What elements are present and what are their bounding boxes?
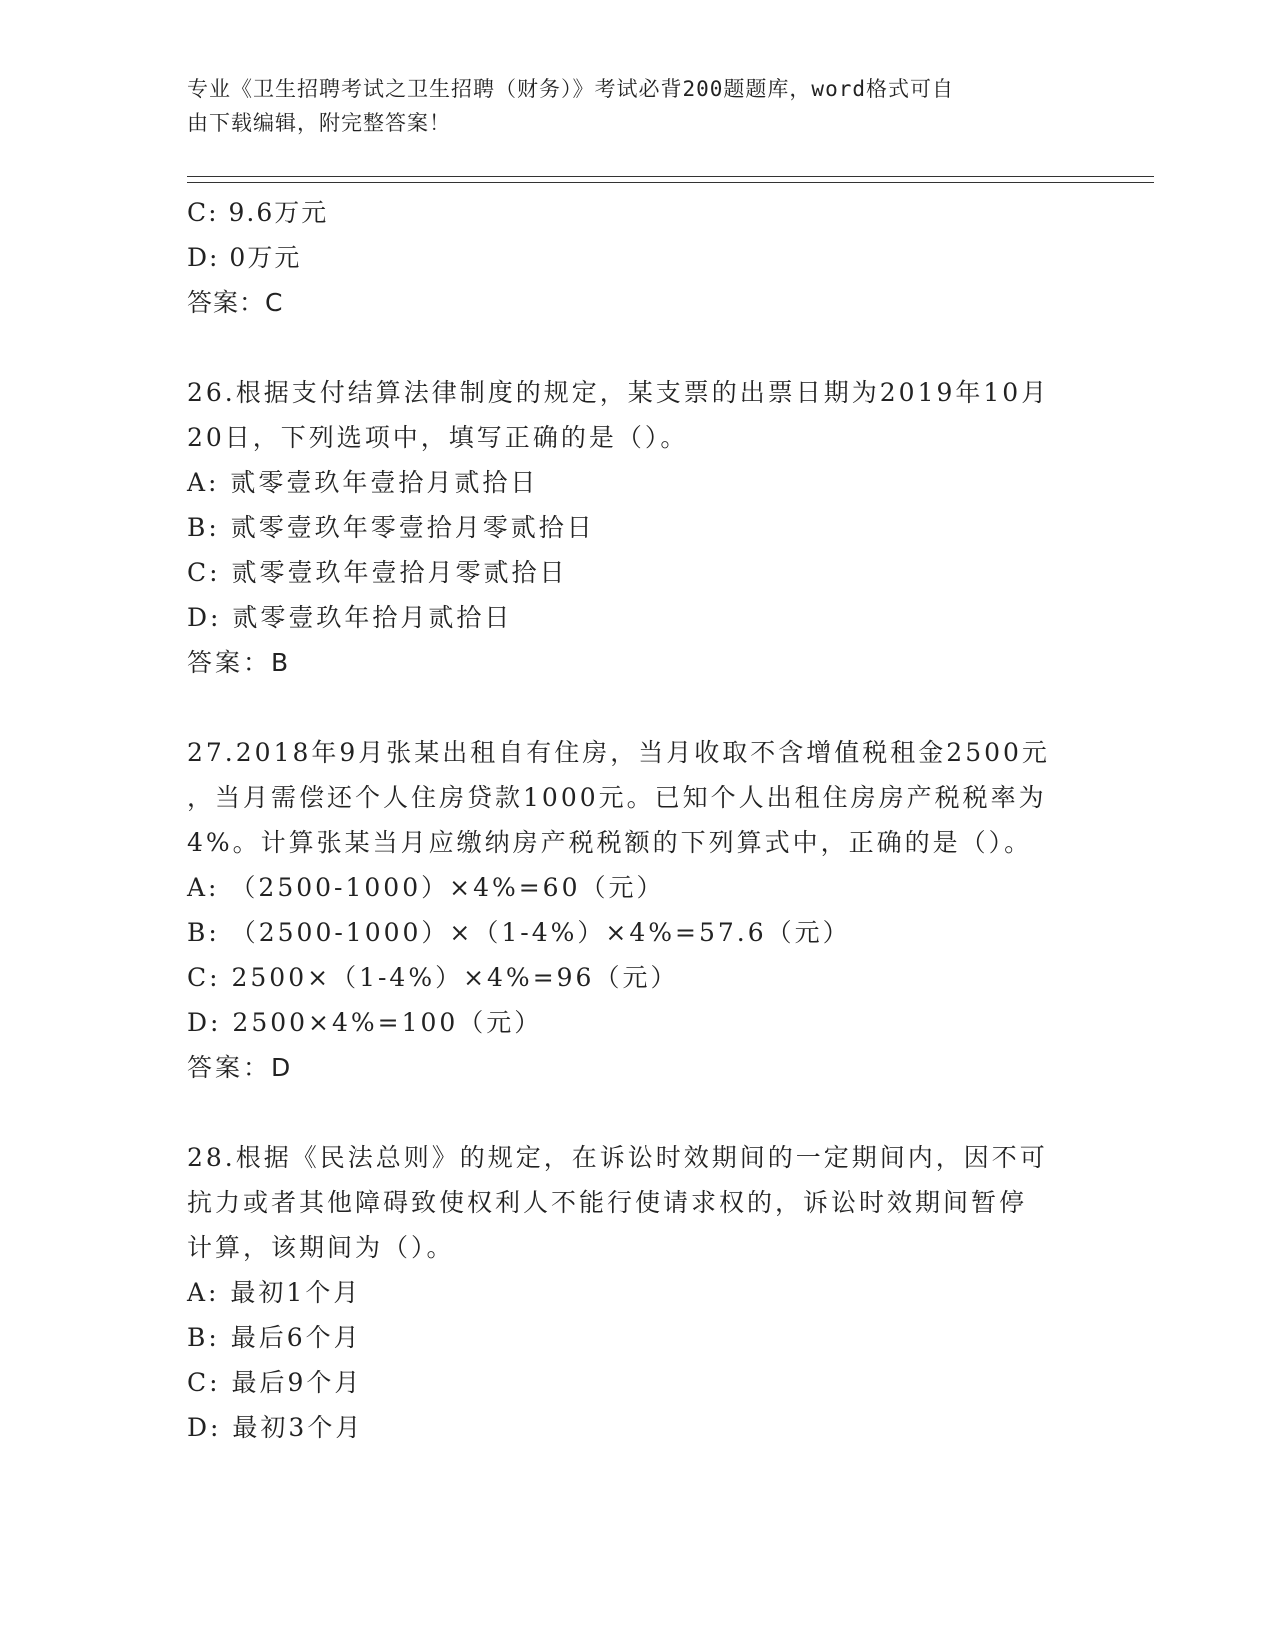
option-a: A: 贰零壹玖年壹拾月贰拾日 bbox=[187, 468, 539, 497]
spacer bbox=[187, 325, 1087, 370]
header-rule-top bbox=[187, 176, 1154, 177]
option-c: C: 9.6万元 bbox=[187, 198, 329, 227]
option-b: B: 贰零壹玖年零壹拾月零贰拾日 bbox=[187, 513, 595, 542]
question-stem-line: 27.2018年9月张某出租自有住房，当月收取不含增值税租金2500元 bbox=[187, 738, 1050, 767]
option-b: B: 最后6个月 bbox=[187, 1323, 362, 1352]
option-d: D: 最初3个月 bbox=[187, 1413, 364, 1442]
question-28 bbox=[187, 1135, 1087, 1450]
previous-question-tail bbox=[187, 190, 1087, 325]
option-b: B: （2500-1000）×（1-4%）×4%=57.6（元） bbox=[187, 918, 851, 947]
question-stem-line: 抗力或者其他障碍致使权利人不能行使请求权的，诉讼时效期间暂停 bbox=[187, 1188, 1028, 1217]
question-list bbox=[187, 190, 1087, 1450]
option-a: A: （2500-1000）×4%=60（元） bbox=[187, 873, 665, 902]
spacer bbox=[187, 685, 1087, 730]
header-rule-bottom bbox=[187, 182, 1154, 183]
spacer bbox=[187, 1090, 1087, 1135]
question-27 bbox=[187, 730, 1087, 1090]
option-c: C: 最后9个月 bbox=[187, 1368, 363, 1397]
option-d: D: 贰零壹玖年拾月贰拾日 bbox=[187, 603, 513, 632]
question-stem-line: 计算，该期间为（）。 bbox=[187, 1233, 455, 1262]
question-stem-line: 26.根据支付结算法律制度的规定，某支票的出票日期为2019年10月 bbox=[187, 378, 1050, 407]
answer-line: 答案：D bbox=[187, 1053, 294, 1082]
option-a: A: 最初1个月 bbox=[187, 1278, 362, 1307]
header-line-1: 专业《卫生招聘考试之卫生招聘（财务）》考试必背200题题库，word格式可自 bbox=[187, 77, 954, 101]
question-stem-line: 28.根据《民法总则》的规定，在诉讼时效期间的一定期间内，因不可 bbox=[187, 1143, 1048, 1172]
option-c: C: 2500×（1-4%）×4%=96（元） bbox=[187, 963, 679, 992]
answer-line: 答案：C bbox=[187, 288, 284, 317]
question-stem-line: 20日，下列选项中，填写正确的是（）。 bbox=[187, 423, 689, 452]
question-stem-line: 4%。计算张某当月应缴纳房产税税额的下列算式中，正确的是（）。 bbox=[187, 828, 1033, 857]
question-26 bbox=[187, 370, 1087, 685]
option-d: D: 0万元 bbox=[187, 243, 302, 272]
header-line-2: 由下载编辑，附完整答案！ bbox=[187, 111, 451, 135]
answer-line: 答案：B bbox=[187, 648, 292, 677]
option-c: C: 贰零壹玖年壹拾月零贰拾日 bbox=[187, 558, 568, 587]
question-stem-line: ，当月需偿还个人住房贷款1000元。已知个人出租住房房产税税率为 bbox=[187, 783, 1047, 812]
document-header bbox=[187, 72, 1077, 140]
option-d: D: 2500×4%=100（元） bbox=[187, 1008, 543, 1037]
